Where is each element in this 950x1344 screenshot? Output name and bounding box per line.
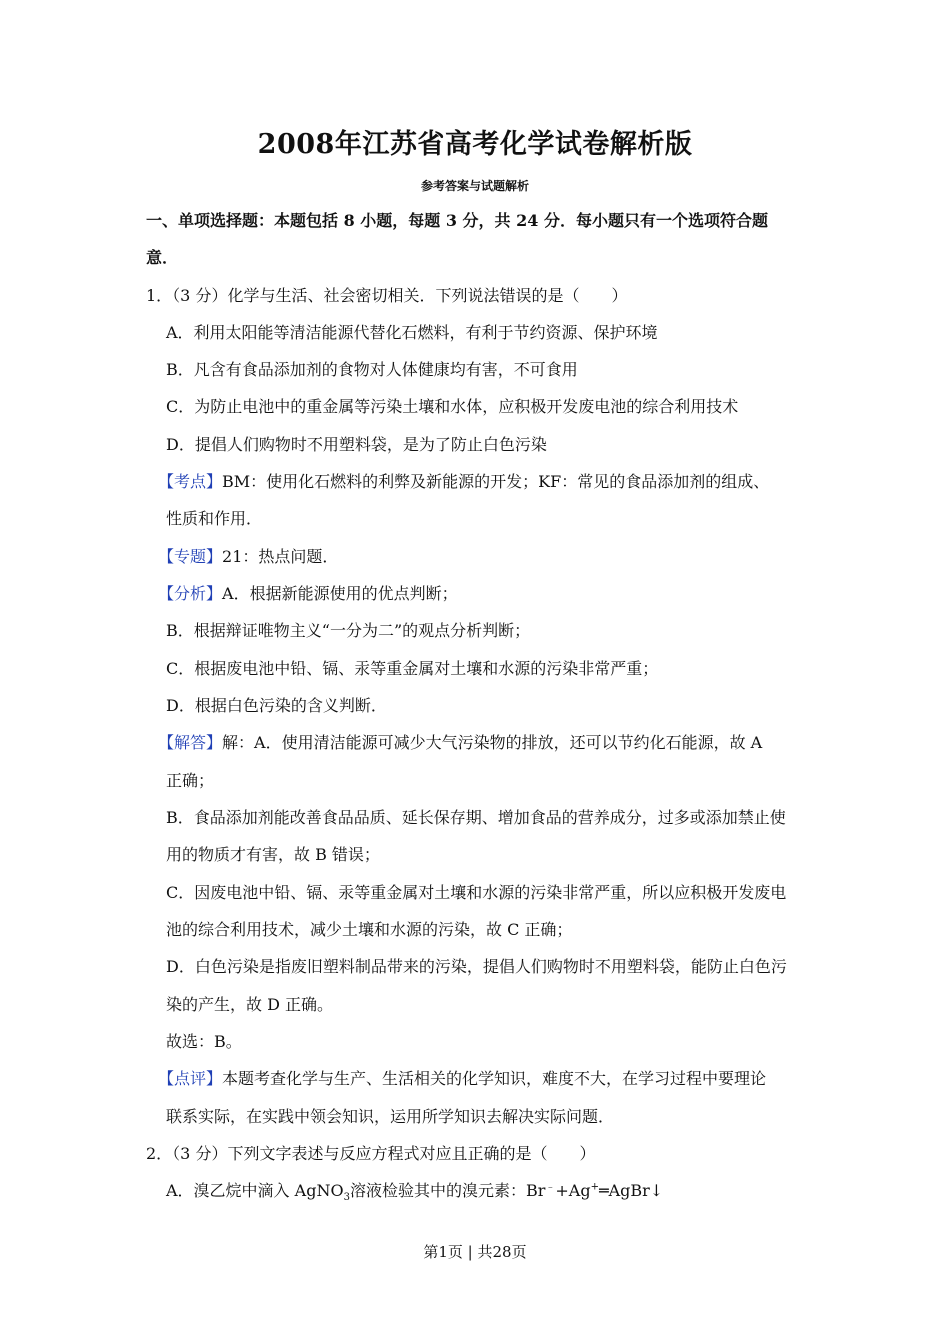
fenxi-text: A．根据新能源使用的优点判断； bbox=[222, 584, 458, 603]
section-heading-line2: 意． bbox=[146, 248, 179, 267]
question-2-option-a bbox=[166, 1181, 664, 1204]
answer-line: 故选：B。 bbox=[166, 1032, 242, 1051]
kaodian-text: BM：使用化石燃料的利弊及新能源的开发；KF：常见的食品添加剂的组成、 bbox=[222, 472, 770, 491]
page-footer: 第1页 | 共28页 bbox=[423, 1243, 527, 1261]
zhuanti-line bbox=[158, 547, 338, 567]
fenxi-tag: 【分析】 bbox=[158, 584, 223, 603]
jieda-tag: 【解答】 bbox=[158, 733, 223, 752]
jieda-line2: 正确； bbox=[166, 771, 215, 790]
q2-opt-a-superscript-1: ﹣ bbox=[545, 1181, 556, 1193]
dianping-tag: 【点评】 bbox=[158, 1069, 223, 1088]
fenxi-line2: B．根据辩证唯物主义“一分为二”的观点分析判断； bbox=[166, 621, 531, 640]
question-1-stem: 1．（3 分）化学与生活、社会密切相关．下列说法错误的是（ ） bbox=[146, 286, 628, 305]
section-heading-line1: 一、单项选择题：本题包括 8 小题，每题 3 分，共 24 分．每小题只有一个选项符合题 bbox=[146, 211, 768, 230]
jieda-text: 解：A．使用清洁能源可减少大气污染物的排放，还可以节约化石能源，故 A bbox=[222, 733, 763, 752]
dianping-line2: 联系实际，在实践中领会知识，运用所学知识去解决实际问题． bbox=[166, 1107, 615, 1126]
fenxi-line1 bbox=[158, 584, 458, 604]
jieda-line6: 池的综合利用技术，减少土壤和水源的污染，故 C 正确； bbox=[166, 920, 573, 939]
dianping-line1 bbox=[158, 1069, 766, 1089]
question-1-option-a: A．利用太阳能等清洁能源代替化石燃料，有利于节约资源、保护环境 bbox=[166, 323, 658, 342]
document-title: 2008年江苏省高考化学试卷解析版 bbox=[257, 129, 693, 160]
document-subtitle: 参考答案与试题解析 bbox=[420, 179, 529, 193]
jieda-line5: C．因废电池中铅、镉、汞等重金属对土壤和水源的污染非常严重，所以应积极开发废电 bbox=[166, 883, 787, 902]
kaodian-line1 bbox=[158, 472, 769, 492]
zhuanti-text: 21：热点问题． bbox=[222, 547, 339, 566]
jieda-line1 bbox=[158, 733, 762, 753]
question-1-option-b: B．凡含有食品添加剂的食物对人体健康均有害，不可食用 bbox=[166, 360, 578, 379]
kaodian-line2: 性质和作用． bbox=[166, 509, 263, 528]
zhuanti-tag: 【专题】 bbox=[158, 547, 223, 566]
q2-opt-a-part4: ═AgBr↓ bbox=[598, 1181, 664, 1200]
jieda-line4: 用的物质才有害，故 B 错误； bbox=[166, 845, 380, 864]
fenxi-line3: C．根据废电池中铅、镉、汞等重金属对土壤和水源的污染非常严重； bbox=[166, 659, 659, 678]
q2-opt-a-part3: +Ag bbox=[555, 1181, 591, 1200]
fenxi-line4: D．根据白色污染的含义判断． bbox=[166, 696, 387, 715]
q2-opt-a-part1: A．溴乙烷中滴入 AgNO bbox=[166, 1181, 344, 1200]
q2-opt-a-part2: 溶液检验其中的溴元素：Br bbox=[349, 1181, 546, 1200]
q2-opt-a-superscript-2: + bbox=[590, 1181, 599, 1193]
jieda-line3: B．食品添加剂能改善食品品质、延长保存期、增加食品的营养成分，过多或添加禁止使 bbox=[166, 808, 786, 827]
question-1-option-d: D．提倡人们购物时不用塑料袋，是为了防止白色污染 bbox=[166, 435, 547, 454]
q2-opt-a-subscript: 3 bbox=[343, 1192, 350, 1204]
question-1-option-c: C．为防止电池中的重金属等污染土壤和水体，应积极开发废电池的综合利用技术 bbox=[166, 397, 739, 416]
dianping-text: 本题考查化学与生产、生活相关的化学知识，难度不大，在学习过程中要理论 bbox=[222, 1069, 767, 1088]
jieda-line8: 染的产生，故 D 正确。 bbox=[166, 995, 334, 1014]
kaodian-tag: 【考点】 bbox=[158, 472, 223, 491]
jieda-line7: D．白色污染是指废旧塑料制品带来的污染，提倡人们购物时不用塑料袋，能防止白色污 bbox=[166, 957, 787, 976]
question-2-stem: 2．（3 分）下列文字表述与反应方程式对应且正确的是（ ） bbox=[146, 1144, 596, 1163]
